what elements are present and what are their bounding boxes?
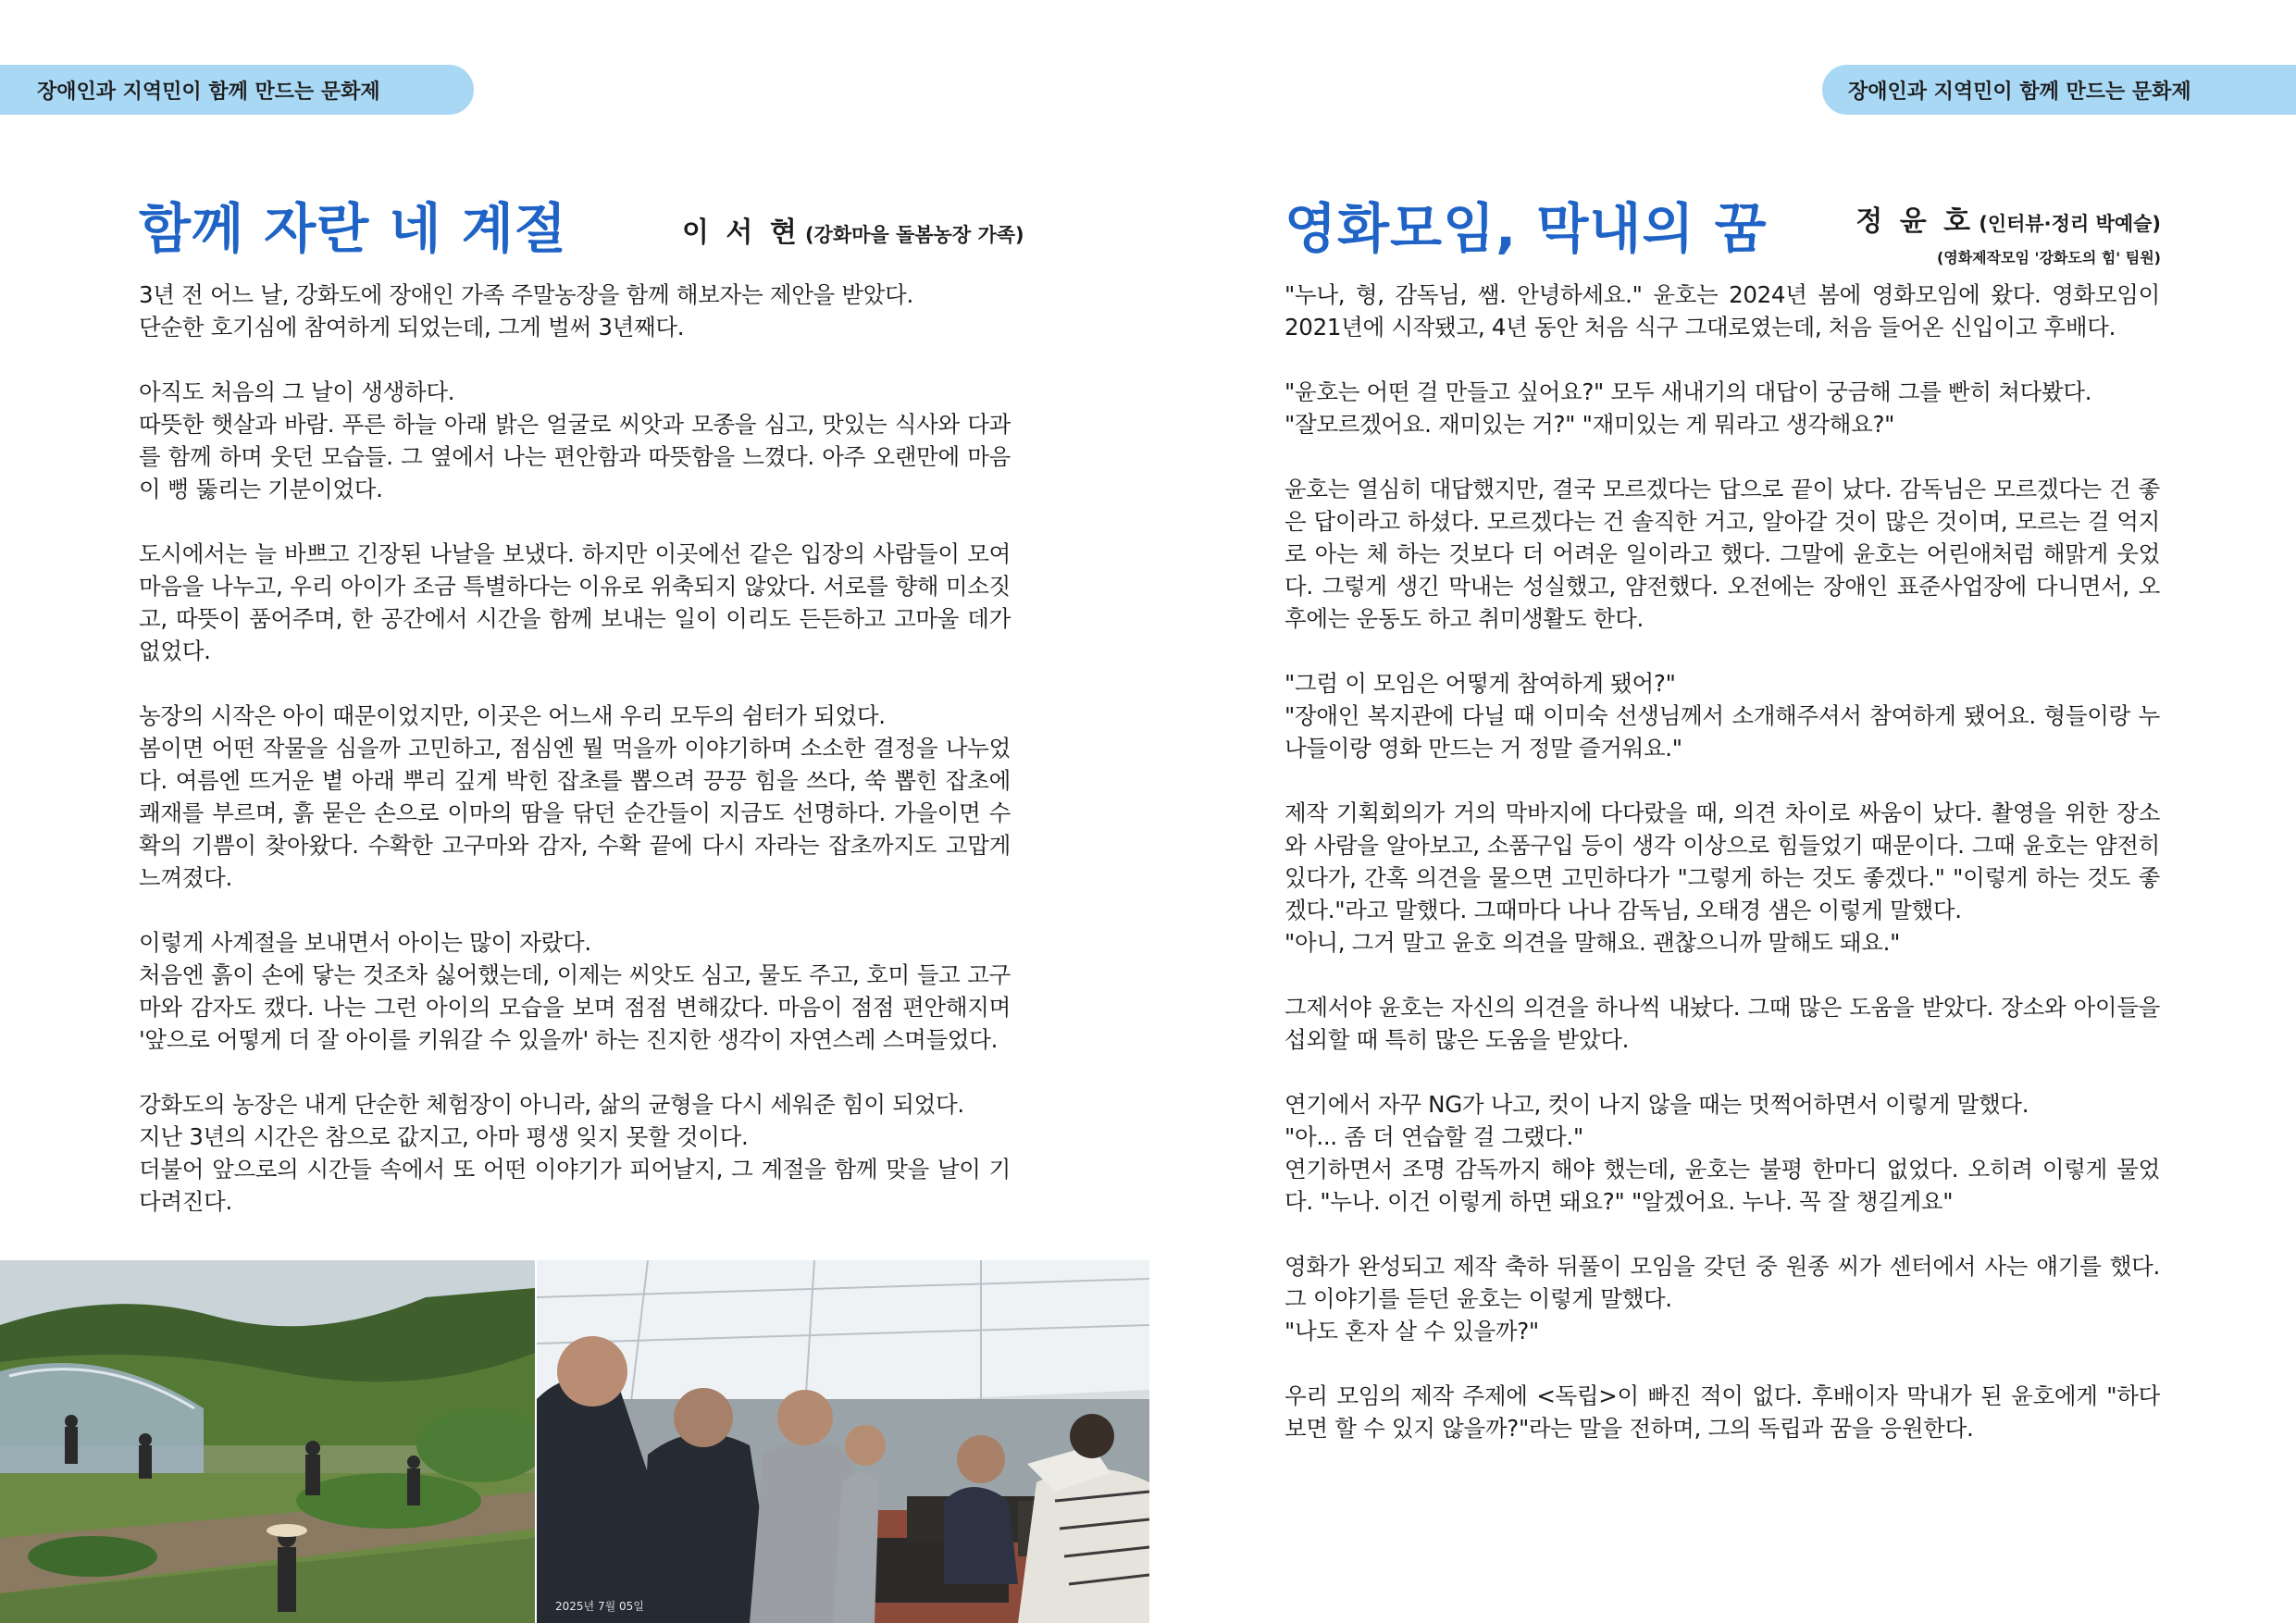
right-paragraph: 그제서야 윤호는 자신의 의견을 하나씩 내놨다. 그때 많은 도움을 받았다. 장소와 아이들을 섭외할 때 특히 많은 도움을 받았다. <box>1285 994 2160 1053</box>
left-paragraph: 도시에서는 늘 바쁘고 긴장된 나날을 보냈다. 하지만 이곳에선 같은 입장의 사람들이 모여 마음을 나누고, 우리 아이가 조금 특별하다는 이유로 위축되지 않았다. 서로를 향해 미소짓고, 따뜻이 품어주며, 한 공간에서 시간을 함께 보내는 일이 이리도 든든하고 고마울 데가 없었다. <box>139 540 1011 664</box>
right-author-name: 정 윤 호 <box>1855 205 1975 238</box>
right-article-body <box>1285 279 2160 1444</box>
header-tab-left: 장애인과 지역민이 함께 만드는 문화제 <box>0 65 474 115</box>
header-tab-right: 장애인과 지역민이 함께 만드는 문화제 <box>1822 65 2296 115</box>
right-paragraph: 우리 모임의 제작 주제에 <독립>이 빠진 적이 없다. 후배이자 막내가 된 윤호에게 "하다 보면 할 수 있지 않을까?"라는 말을 전하며, 그의 독립과 꿈을 응원한다. <box>1285 1382 2160 1442</box>
left-paragraph: 이렇게 사계절을 보내면서 아이는 많이 자랐다. 처음엔 흙이 손에 닿는 것조차 싫어했는데, 이제는 씨앗도 심고, 물도 주고, 호미 들고 고구마와 감자도 캤다. 나는 그런 아이의 모습을 보며 점점 변해갔다. 마음이 점점 편안해지며 '앞으로 어떻게 더 잘 아이를 키워갈 수 있을까' 하는 진지한 생각이 자연스레 스며들었다. <box>139 929 1011 1053</box>
right-paragraph: 윤호는 열심히 대답했지만, 결국 모르겠다는 답으로 끝이 났다. 감독님은 모르겠다는 건 좋은 답이라고 하셨다. 모르겠다는 건 솔직한 거고, 알아갈 것이 많은 것이며, 모르는 걸 억지로 아는 체 하는 것보다 더 어려운 일이라고 했다. 그말에 윤호는 어린애처럼 해맑게 웃었다. 그렇게 생긴 막내는 성실했고, 얌전했다. 오전에는 장애인 표준사업장에 다니면서, 오후에는 운동도 하고 취미생활도 한다. <box>1285 476 2161 632</box>
right-paragraph: "누나, 형, 감독님, 쌤. 안녕하세요." 윤호는 2024년 봄에 영화모임에 왔다. 영화모임이 2021년에 시작됐고, 4년 동안 처음 식구 그대로였는데, 처음 들어온 신입이고 후배다. <box>1285 281 2160 341</box>
right-paragraph: 제작 기획회의가 거의 막바지에 다다랐을 때, 의견 차이로 싸움이 났다. 촬영을 위한 장소와 사람을 알아보고, 소품구입 등이 생각 이상으로 힘들었기 때문이다. 그때 윤호는 얌전히 있다가, 간혹 의견을 물으면 고민하다가 "그렇게 하는 것도 좋겠다." "이렇게 하는 것도 좋겠다."라고 말했다. 그때마다 나나 감독님, 오태경 샘은 이렇게 말했다. "아니, 그거 말고 윤호 의견을 말해요. 괜찮으니까 말해도 돼요." <box>1285 799 2161 956</box>
right-paragraph: 영화가 완성되고 제작 축하 뒤풀이 모임을 갖던 중 원종 씨가 센터에서 사는 얘기를 했다. 그 이야기를 듣던 윤호는 이렇게 말했다. "나도 혼자 살 수 있을까?" <box>1285 1253 2160 1344</box>
left-author-name: 이 서 현 <box>682 217 800 249</box>
farm-field-photo <box>0 1260 535 1623</box>
photo-date-stamp: 2025년 7월 05일 <box>555 1600 644 1613</box>
left-paragraph: 아직도 처음의 그 날이 생생하다. 따뜻한 햇살과 바람. 푸른 하늘 아래 밝은 얼굴로 씨앗과 모종을 심고, 맛있는 식사와 다과를 함께 하며 웃던 모습들. 그 옆에서 나는 편안함과 따뜻함을 느꼈다. 아주 오랜만에 마음이 뻥 뚫리는 기분이었다. <box>139 378 1011 502</box>
right-author-credit: (인터뷰·정리 박예슬) <box>1979 213 2161 235</box>
seed-planting-photo <box>537 1260 1149 1623</box>
left-article-byline <box>682 209 1024 250</box>
right-paragraph: 연기에서 자꾸 NG가 나고, 컷이 나지 않을 때는 멋쩍어하면서 이렇게 말했다. "아... 좀 더 연습할 걸 그랬다." 연기하면서 조명 감독까지 해야 했는데, 윤호는 불평 한마디 없었다. 오히려 이렇게 물었다. "누나. 이건 이렇게 하면 돼요?" "알겠어요. 누나. 꼭 잘 챙길게요" <box>1285 1091 2160 1215</box>
right-article-byline <box>1855 198 2161 267</box>
right-article-title: 영화모임, 막내의 꿈 <box>1285 197 1768 260</box>
left-author-affiliation: (강화마을 돌봄농장 가족) <box>804 224 1024 246</box>
left-article-title: 함께 자란 네 계절 <box>139 197 567 260</box>
right-paragraph: "윤호는 어떤 걸 만들고 싶어요?" 모두 새내기의 대답이 궁금해 그를 빤히 쳐다봤다. "잘모르겠어요. 재미있는 거?" "재미있는 게 뭐라고 생각해요?" <box>1285 378 2092 438</box>
right-author-team: (영화제작모임 '강화도의 힘' 팀원) <box>1936 249 2161 266</box>
left-article-body <box>139 279 1011 1218</box>
farm-field-illustration <box>0 1260 535 1623</box>
left-paragraph: 3년 전 어느 날, 강화도에 장애인 가족 주말농장을 함께 해보자는 제안을 받았다. 단순한 호기심에 참여하게 되었는데, 그게 벌써 3년째다. <box>139 281 914 341</box>
right-paragraph: "그럼 이 모임은 어떻게 참여하게 됐어?" "장애인 복지관에 다닐 때 이미숙 선생님께서 소개해주셔서 참여하게 됐어요. 형들이랑 누나들이랑 영화 만드는 거 정말 즐거워요." <box>1285 670 2160 762</box>
left-paragraph: 강화도의 농장은 내게 단순한 체험장이 아니라, 삶의 균형을 다시 세워준 힘이 되었다. 지난 3년의 시간은 참으로 값지고, 아마 평생 잊지 못할 것이다. 더불어 앞으로의 시간들 속에서 또 어떤 이야기가 피어날지, 그 계절을 함께 맞을 날이 기다려진다. <box>139 1091 1011 1215</box>
greenhouse-illustration <box>537 1260 1149 1623</box>
left-paragraph: 농장의 시작은 아이 때문이었지만, 이곳은 어느새 우리 모두의 쉼터가 되었다. 봄이면 어떤 작물을 심을까 고민하고, 점심엔 뭘 먹을까 이야기하며 소소한 결정을 나누었다. 여름엔 뜨거운 볕 아래 뿌리 깊게 박힌 잡초를 뽑으려 끙끙 힘을 쓰다, 쑥 뽑힌 잡초에 쾌재를 부르며, 흙 묻은 손으로 이마의 땀을 닦던 순간들이 지금도 선명하다. 가을이면 수확의 기쁨이 찾아왔다. 수확한 고구마와 감자, 수확 끝에 다시 자라는 잡초까지도 고맙게 느껴졌다. <box>139 702 1011 891</box>
